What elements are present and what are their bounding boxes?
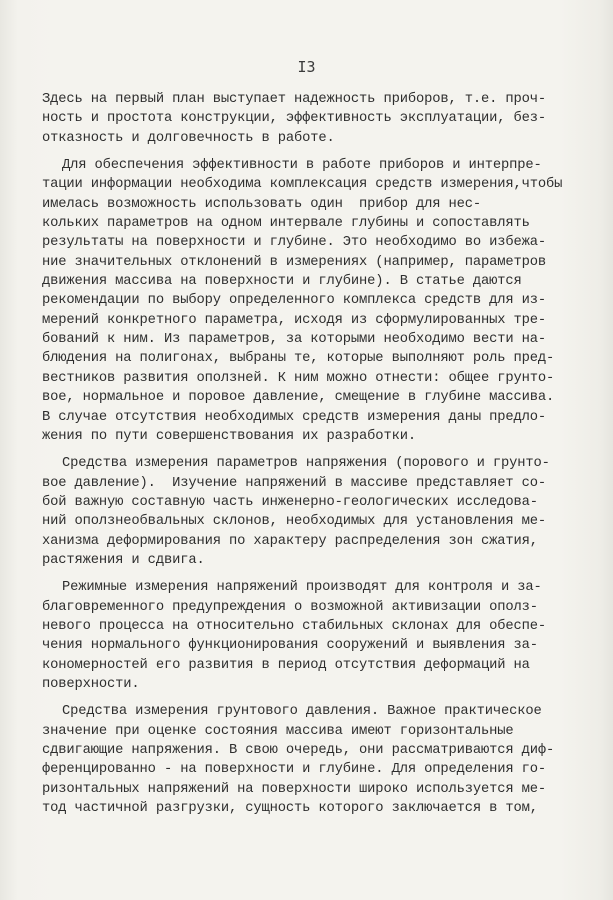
text-line: тод частичной разгрузки, сущность которого заключается в том,: [42, 801, 538, 817]
text-line: блюдения на полигонах, выбраны те, которые выполняют роль пред-: [42, 351, 555, 367]
text-line: Для обеспечения эффективности в работе приборов и интерпре-: [62, 158, 542, 174]
text-line: вое давление). Изучение напряжений в массиве представляет со-: [42, 475, 547, 491]
text-line: Режимные измерения напряжений производят для контроля и за-: [62, 580, 542, 596]
text-line: тации информации необходима комплексация средств измерения,чтобы: [42, 177, 563, 193]
text-line: сдвигающие напряжения. В свою очередь, они рассматриваются диф-: [42, 743, 555, 758]
text-line: ность и простота конструкции, эффективность эксплуатации, без-: [42, 111, 547, 127]
text-line: Средства измерения грунтового давления. Важное практическое: [62, 704, 542, 720]
text-line: ние значительных отклонений в измерениях (например, параметров: [42, 254, 547, 270]
text-line: В случае отсутствия необходимых средств измерения даны предло-: [42, 409, 547, 425]
paragraph: [42, 578, 572, 694]
text-line: значение при оценке состояния массива имеют горизонтальные: [42, 723, 514, 739]
text-line: Средства измерения параметров напряжения (порового и грунто-: [62, 456, 550, 472]
text-line: бой важную составную часть инженерно-геологических исследова-: [42, 494, 538, 510]
text-line: ференцированно - на поверхности и глубине. Для определения го-: [42, 762, 547, 778]
text-line: ний оползнеобвальных склонов, необходимых для установления ме-: [42, 514, 547, 530]
text-line: мерений конкретного параметра, исходя из сформулированных тре-: [42, 312, 547, 328]
text-line: бований к ним. Из параметров, за которыми необходимо вести на-: [42, 332, 547, 348]
text-line: жения по пути совершенствования их разработки.: [42, 428, 416, 444]
text-line: чения нормального функционирования сооружений и выявления за-: [42, 638, 538, 654]
text-line: невого процесса на относительно стабильных склонах для обеспе-: [42, 618, 547, 634]
body-text: [42, 90, 572, 826]
paragraph: [42, 156, 572, 446]
text-line: ханизма деформирования по характеру распределения зон сжатия,: [42, 533, 538, 549]
text-line: кономерностей его развития в период отсутствия деформаций на: [42, 657, 530, 673]
paragraph: [42, 702, 572, 818]
paragraph: [42, 454, 572, 570]
paragraph: [42, 90, 572, 148]
text-line: Здесь на первый план выступает надежность приборов, т.е. проч-: [42, 92, 547, 107]
text-line: имелась возможность использовать один прибор для нес-: [42, 196, 481, 212]
text-line: результаты на поверхности и глубине. Это необходимо во избежа-: [42, 235, 547, 251]
text-line: поверхности.: [42, 676, 140, 692]
text-line: растяжения и сдвига.: [42, 552, 205, 568]
text-line: движения массива на поверхности и глубине). В статье даются: [42, 274, 522, 290]
text-line: вое, нормальное и поровое давление, смещение в глубине массива.: [42, 390, 555, 406]
text-line: рекомендации по выбору определенного комплекса средств для из-: [42, 293, 547, 309]
text-line: благовременного предупреждения о возможной активизации ополз-: [42, 599, 538, 615]
text-line: отказность и долговечность в работе.: [42, 130, 335, 146]
page-number: I3: [297, 58, 316, 76]
text-line: ризонтальных напряжений на поверхности широко используется ме-: [42, 781, 547, 797]
text-line: кольких параметров на одном интервале глубины и сопоставлять: [42, 216, 530, 232]
text-line: вестников развития оползней. К ним можно отнести: общее грунто-: [42, 370, 555, 386]
